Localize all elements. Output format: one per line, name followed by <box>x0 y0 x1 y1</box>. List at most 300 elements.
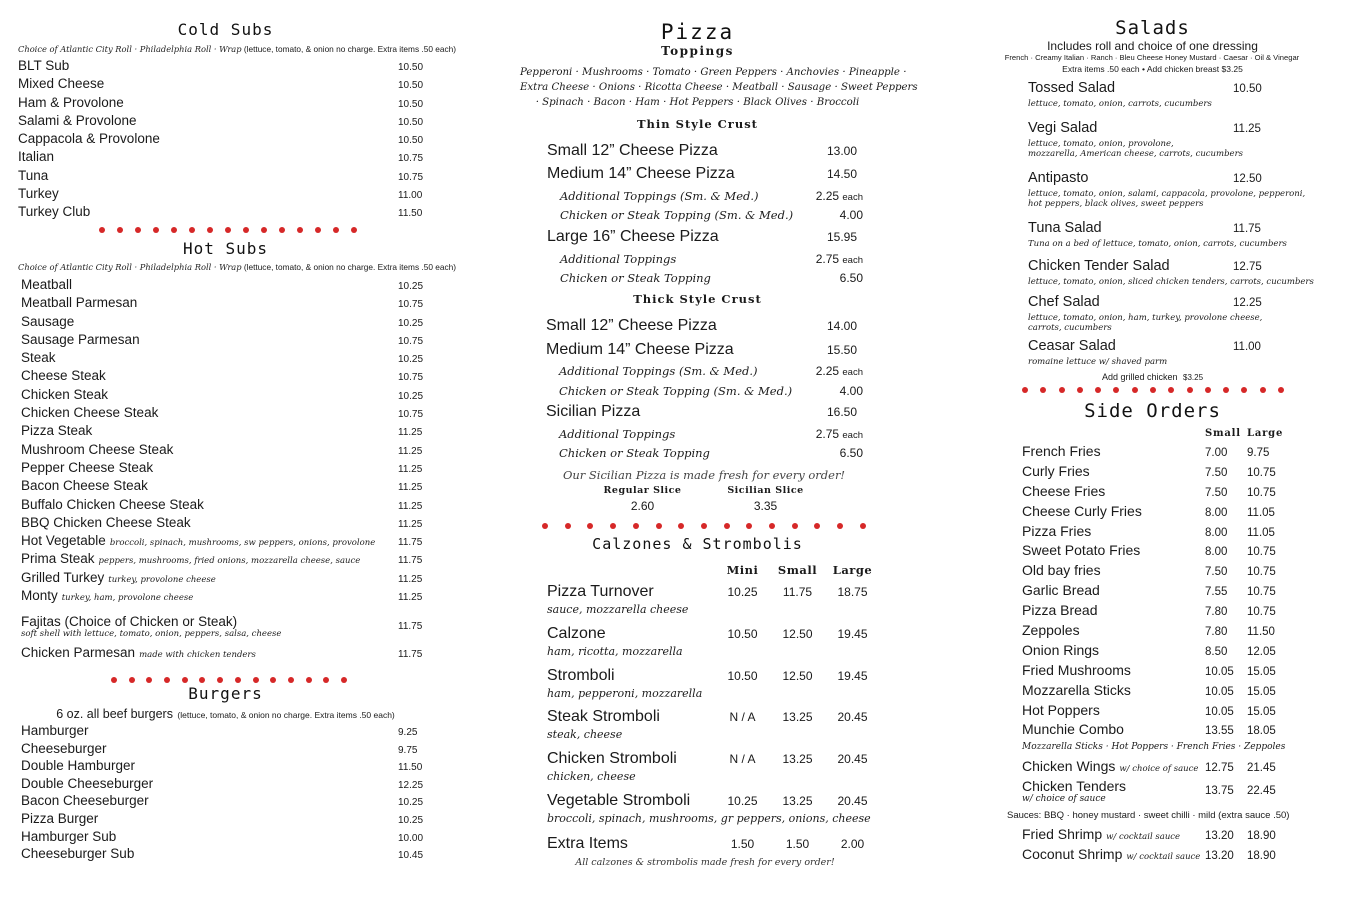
item-name: Chicken Tenders <box>1022 778 1127 794</box>
item-description: ham, pepperoni, mozzarella <box>547 686 703 700</box>
item-price: 10.50 <box>1233 83 1262 95</box>
menu-item <box>18 168 428 186</box>
item-price: 11.75 <box>398 537 423 549</box>
item-name-wrap <box>21 478 148 493</box>
item-price: 10.25 <box>398 797 424 809</box>
item-price: 6.50 <box>839 446 863 460</box>
calzone-item <box>547 792 880 834</box>
item-name: Fried Shrimp <box>1022 826 1103 842</box>
item-name: Additional Toppings <box>560 252 677 266</box>
hot-subs-list <box>21 277 428 606</box>
menu-item <box>21 423 428 441</box>
item-description: carrots, cucumbers <box>1028 323 1112 333</box>
salad-row <box>1028 294 1273 310</box>
item-price: 2.25 <box>815 189 840 203</box>
item-name-wrap <box>21 405 158 420</box>
salad-row <box>1028 220 1273 236</box>
slice-label: Sicilian Slice <box>727 485 804 496</box>
item-name: Sausage Parmesan <box>21 331 140 347</box>
side-item <box>1022 662 1289 682</box>
calzone-item <box>547 750 880 792</box>
salads-title: Salads <box>1115 17 1190 39</box>
side-item <box>1022 721 1289 741</box>
menu-item <box>21 368 428 386</box>
col-small: Small <box>1205 428 1241 439</box>
hot-subs-extra-note: (lettuce, tomato, & onion no charge. Extra items .50 each) <box>243 262 457 272</box>
sauces-note: Sauces: BBQ · honey mustard · sweet chilli · mild (extra sauce .50) <box>1007 810 1290 821</box>
menu-item <box>21 295 428 313</box>
col-large: Large <box>832 563 873 577</box>
item-name: Chicken Parmesan <box>21 645 136 660</box>
item-name-wrap <box>21 497 204 512</box>
pizza-thin-medium <box>547 165 867 183</box>
calzones-title: Calzones & Strombolis <box>592 535 803 553</box>
pizza-thick-medium <box>546 341 867 359</box>
burgers-note-extra: (lettuce, tomato, & onion no charge. Extra items .50 each) <box>177 710 395 720</box>
item-description: Tuna on a bed of lettuce, tomato, onion, carrots, cucumbers <box>1028 239 1287 249</box>
item-name: Chicken or Steak Topping <box>559 446 710 460</box>
salad-item <box>1028 120 1273 170</box>
item-name: Chicken Steak <box>21 386 109 402</box>
item-unit: each <box>842 255 863 266</box>
price-small: 7.50 <box>1205 486 1228 499</box>
calzone-row <box>547 667 880 685</box>
item-price: 2.75 <box>815 427 840 441</box>
item-price: 11.25 <box>398 518 423 530</box>
salad-item <box>1028 80 1273 120</box>
item-name-wrap <box>21 277 72 292</box>
item-description: lettuce, tomato, onion, carrots, cucumbers <box>1028 99 1212 109</box>
price-small: 10.05 <box>1205 705 1234 718</box>
item-name: Ceasar Salad <box>1028 338 1116 354</box>
price-small: 8.00 <box>1205 526 1228 539</box>
burgers-title: Burgers <box>188 684 263 703</box>
item-name-wrap <box>21 387 108 402</box>
add-grilled-chicken <box>985 372 1320 382</box>
item-price: 2.25 <box>815 364 840 378</box>
item-price: 10.25 <box>398 390 424 402</box>
item-name: Ham & Provolone <box>18 94 124 110</box>
item-name-wrap <box>1022 826 1205 842</box>
item-name: Medium 14” Cheese Pizza <box>546 341 734 358</box>
price-small: 12.50 <box>782 668 813 683</box>
item-price: 11.25 <box>398 445 423 457</box>
item-name: Medium 14” Cheese Pizza <box>547 165 735 182</box>
item-description: sauce, mozzarella cheese <box>547 603 689 616</box>
item-price: 10.25 <box>398 281 424 292</box>
price-large: 20.45 <box>837 793 868 808</box>
item-price: 10.50 <box>398 80 424 92</box>
price-small: 12.75 <box>1205 762 1234 774</box>
price-large: 9.75 <box>1247 447 1270 459</box>
menu-item <box>21 723 428 741</box>
side-item <box>1022 642 1289 662</box>
price-large: 19.45 <box>837 626 868 641</box>
item-name: Cheese Steak <box>21 368 106 384</box>
item-price: 11.75 <box>1233 223 1261 235</box>
item-price: 11.75 <box>398 649 423 660</box>
price-large: 22.45 <box>1247 785 1276 797</box>
item-name: Fajitas (Choice of Chicken or Steak) <box>21 614 238 629</box>
menu-item <box>21 387 428 405</box>
item-name: Steak <box>21 350 56 366</box>
salad-item <box>1028 170 1306 220</box>
item-price: 10.75 <box>398 299 424 311</box>
calzone-extra-items <box>547 835 880 853</box>
salads-intro: Includes roll and choice of one dressing <box>1047 39 1258 53</box>
cold-subs-extra-note: (lettuce, tomato, & onion no charge. Extra items .50 each) <box>243 44 457 54</box>
item-price: 10.50 <box>398 116 424 128</box>
item-name: Calzone <box>547 624 606 642</box>
item-name: Chicken or Steak Topping (Sm. & Med.) <box>560 208 794 222</box>
col-large: Large <box>1247 428 1284 439</box>
item-name: Cheese Fries <box>1022 482 1106 499</box>
side-item <box>1022 463 1289 483</box>
item-name: Stromboli <box>547 666 615 684</box>
item-name: Pizza Burger <box>21 810 99 826</box>
pizza-sicilian-additional <box>546 427 863 441</box>
menu-item <box>18 149 428 167</box>
item-name: Coconut Shrimp <box>1022 845 1123 862</box>
item-price: 15.95 <box>827 230 858 244</box>
item-description: broccoli, spinach, mushrooms, gr peppers, onions, cheese <box>547 811 871 825</box>
item-price: 10.75 <box>398 153 424 165</box>
item-name: Tuna Salad <box>1028 220 1102 236</box>
item-name: Hamburger Sub <box>21 828 117 844</box>
item-price: 10.00 <box>398 832 424 844</box>
item-description: lettuce, tomato, onion, salami, cappacola, provolone, pepperoni, <box>1028 189 1306 199</box>
item-description: chicken, cheese <box>547 770 636 784</box>
price-small: 13.75 <box>1205 785 1234 797</box>
toppings-subtitle: Toppings <box>661 44 734 58</box>
menu-item <box>21 405 428 423</box>
salads-list <box>1028 80 1314 372</box>
item-description: w/ cocktail sauce <box>1126 851 1201 862</box>
menu-item <box>21 515 428 533</box>
item-name: Vegi Salad <box>1028 120 1098 136</box>
item-name: Pizza Steak <box>21 423 93 439</box>
item-unit: each <box>842 192 863 203</box>
menu-item <box>21 442 428 460</box>
item-name: Old bay fries <box>1022 562 1101 579</box>
item-name: Steak Stromboli <box>547 708 660 726</box>
item-name: Hot Poppers <box>1022 701 1100 718</box>
item-price: 10.50 <box>398 135 424 147</box>
munchie-combo-note: Mozzarella Sticks · Hot Poppers · French Fries · Zeppoles <box>1022 742 1286 752</box>
item-price: 11.75 <box>398 621 423 632</box>
menu-item <box>21 497 428 515</box>
menu-item <box>21 478 428 496</box>
price-large: 2.00 <box>840 837 865 851</box>
burgers-note-main: 6 oz. all beef burgers <box>56 707 173 721</box>
price-large: 10.75 <box>1247 486 1276 499</box>
menu-item <box>18 186 428 204</box>
item-price: 10.25 <box>398 814 424 826</box>
item-name-wrap <box>21 295 137 310</box>
item-name: Antipasto <box>1028 170 1089 186</box>
item-price: 10.50 <box>398 62 424 73</box>
price-mini: N / A <box>729 710 756 725</box>
item-description: turkey, provolone cheese <box>108 574 216 585</box>
price-large: 10.75 <box>1247 586 1276 599</box>
col-mini: Mini <box>726 563 759 577</box>
item-name: Double Hamburger <box>21 758 136 774</box>
item-price: 14.50 <box>827 167 858 181</box>
price-small: 8.50 <box>1205 645 1228 658</box>
item-description: mozzarella, American cheese, carrots, cucumbers <box>1028 149 1243 159</box>
item-name: Tossed Salad <box>1028 80 1116 96</box>
menu-item <box>21 350 428 368</box>
item-name: Munchie Combo <box>1022 721 1124 738</box>
price-small: 13.25 <box>782 752 813 767</box>
item-price: 10.75 <box>398 409 424 421</box>
price-large: 12.05 <box>1247 645 1276 658</box>
item-description: broccoli, spinach, mushrooms, sw peppers, onions, provolone <box>109 538 376 549</box>
item-name: Fried Mushrooms <box>1022 661 1131 678</box>
menu-item <box>21 570 428 588</box>
item-price: 4.00 <box>839 208 863 222</box>
price-small: 7.50 <box>1205 566 1228 579</box>
hot-subs-note <box>18 262 457 272</box>
menu-item <box>18 95 428 113</box>
item-description: lettuce, tomato, onion, ham, turkey, provolone cheese, <box>1028 313 1263 323</box>
item-name: Onion Rings <box>1022 641 1100 658</box>
calzone-row <box>547 792 880 810</box>
item-name-wrap <box>21 533 375 548</box>
price-large: 18.05 <box>1247 725 1276 738</box>
item-name: Prima Steak <box>21 551 95 567</box>
item-unit: each <box>842 430 863 441</box>
price-large: 18.90 <box>1247 849 1276 862</box>
pizza-thick-small <box>546 317 867 335</box>
sicilian-note: Our Sicilian Pizza is made fresh for every order! <box>562 468 846 482</box>
item-price: 10.75 <box>398 372 424 384</box>
price-small: 7.80 <box>1205 606 1228 619</box>
regular-slice <box>595 485 690 513</box>
pizza-sicilian-chicken-steak <box>546 446 863 460</box>
side-item <box>1022 622 1289 642</box>
item-name: Curly Fries <box>1022 462 1090 479</box>
side-item <box>1022 846 1289 866</box>
pizza-thin-chicken-steak <box>547 208 863 222</box>
item-description: turkey, ham, provolone cheese <box>61 593 194 604</box>
divider-dots <box>542 523 866 529</box>
item-name: Meatball Parmesan <box>21 295 138 311</box>
salad-item <box>1028 338 1273 372</box>
item-price: 12.75 <box>1233 261 1262 273</box>
salad-row <box>1028 258 1273 274</box>
menu-item <box>18 131 428 149</box>
item-name: Chicken Stromboli <box>547 750 677 768</box>
item-description: hot peppers, black olives, sweet peppers <box>1028 199 1204 209</box>
item-description: romaine lettuce w/ shaved parm <box>1028 357 1168 367</box>
item-price: 15.50 <box>827 343 858 357</box>
item-name: Meatball <box>21 277 73 292</box>
item-price: 2.75 <box>815 252 840 266</box>
hot-subs-roll-choice: Choice of Atlantic City Roll · Philadelphia Roll · Wrap <box>18 262 242 272</box>
item-name: Additional Toppings <box>559 427 676 441</box>
price-large: 10.75 <box>1247 606 1276 619</box>
item-name: Sausage <box>21 313 75 329</box>
item-price: 11.25 <box>1233 123 1261 135</box>
menu-item <box>21 551 428 569</box>
item-name: Cheeseburger Sub <box>21 846 135 862</box>
side-orders-list <box>1022 443 1289 741</box>
burgers-note <box>18 705 433 723</box>
price-large: 15.05 <box>1247 665 1276 678</box>
item-name: Grilled Turkey <box>21 569 105 585</box>
calzone-row <box>547 583 880 601</box>
divider-dots <box>111 677 347 683</box>
item-name-wrap <box>21 332 140 347</box>
salad-row <box>1028 120 1273 136</box>
menu-item <box>21 793 428 811</box>
item-name-wrap <box>21 442 173 457</box>
item-description: soft shell with lettuce, tomato, onion, peppers, salsa, cheese <box>21 629 282 639</box>
item-price: 10.25 <box>398 317 424 329</box>
cold-subs-title: Cold Subs <box>177 20 274 39</box>
item-name: Italian <box>18 149 55 165</box>
price-small: 13.20 <box>1205 830 1234 842</box>
menu-item <box>18 113 428 131</box>
salad-item <box>1028 220 1287 258</box>
price-small: 13.55 <box>1205 725 1234 738</box>
item-name-wrap <box>21 515 191 530</box>
menu-item-fajitas <box>21 614 428 639</box>
item-price: 10.75 <box>398 171 424 183</box>
side-item <box>1022 483 1289 503</box>
price-large: 10.75 <box>1247 546 1276 559</box>
item-name: Chicken Tender Salad <box>1028 258 1170 274</box>
item-name: Double Cheeseburger <box>21 775 154 791</box>
side-item <box>1022 702 1289 722</box>
item-name: BLT Sub <box>18 58 70 73</box>
item-description: w/ choice of sauce <box>1119 764 1199 774</box>
thick-crust-title: Thick Style Crust <box>633 292 762 306</box>
price-large: 10.75 <box>1247 566 1276 579</box>
price-small: 8.00 <box>1205 546 1228 559</box>
price-mini: 10.25 <box>727 793 758 808</box>
item-name: Large 16” Cheese Pizza <box>547 228 719 245</box>
item-name: Vegetable Stromboli <box>547 791 691 809</box>
side-item <box>1022 523 1289 543</box>
price-small: 7.00 <box>1205 447 1228 459</box>
menu-item <box>21 533 428 551</box>
item-description: w/ choice of sauce <box>1022 794 1106 804</box>
price-small: 13.20 <box>1205 849 1234 862</box>
side-item <box>1022 562 1289 582</box>
item-name: Garlic Bread <box>1022 582 1100 599</box>
price-small: 8.00 <box>1205 506 1228 519</box>
item-name: Sweet Potato Fries <box>1022 542 1141 559</box>
menu-item-chicken-parmesan <box>21 645 428 660</box>
item-name: Additional Toppings (Sm. & Med.) <box>559 364 758 378</box>
price-small: 13.25 <box>782 710 813 725</box>
menu-item <box>21 460 428 478</box>
item-price: 16.50 <box>827 405 858 419</box>
calzone-item <box>547 708 880 750</box>
item-name: Turkey Club <box>18 204 91 220</box>
item-name: Buffalo Chicken Cheese Steak <box>21 496 204 512</box>
item-name: Chicken or Steak Topping <box>560 271 711 285</box>
menu-item <box>21 811 428 829</box>
item-name: Cheese Curly Fries <box>1022 502 1142 519</box>
item-name: Additional Toppings (Sm. & Med.) <box>560 189 759 203</box>
side-item <box>1022 503 1289 523</box>
item-name: Cappacola & Provolone <box>18 131 160 147</box>
price-large: 19.45 <box>837 668 868 683</box>
item-price: 11.25 <box>398 427 423 439</box>
price-large: 18.90 <box>1247 830 1276 842</box>
item-name-wrap <box>21 350 56 365</box>
side-item <box>1022 582 1289 602</box>
item-name: Extra Items <box>547 835 628 852</box>
burgers-list <box>21 723 428 864</box>
salad-item <box>1028 294 1273 338</box>
menu-item <box>21 846 428 864</box>
item-description: lettuce, tomato, onion, sliced chicken tenders, carrots, cucumbers <box>1028 277 1314 287</box>
item-name: Tuna <box>18 167 49 183</box>
item-price: 12.25 <box>398 779 424 791</box>
item-name: Chicken or Steak Topping (Sm. & Med.) <box>559 384 793 398</box>
price-small: 7.80 <box>1205 626 1228 639</box>
side-item <box>1022 542 1289 562</box>
item-price: 10.45 <box>398 850 424 862</box>
price-large: 10.75 <box>1247 466 1276 479</box>
item-name-wrap <box>21 460 153 475</box>
pizza-thin-additional-toppings <box>547 189 863 203</box>
add-grilled-label: Add grilled chicken <box>1101 372 1178 382</box>
hot-subs-title: Hot Subs <box>182 239 269 258</box>
item-name: Bacon Cheeseburger <box>21 793 149 809</box>
price-small: 10.05 <box>1205 665 1234 678</box>
side-item <box>1022 602 1289 622</box>
menu-item <box>21 314 428 332</box>
item-price: 11.75 <box>398 555 423 567</box>
price-mini: 10.50 <box>727 668 758 683</box>
pizza-thick-chicken-steak <box>546 384 863 398</box>
item-name-wrap <box>21 314 74 329</box>
price-small: 10.05 <box>1205 685 1234 698</box>
menu-item <box>18 76 428 94</box>
toppings-list <box>520 65 918 110</box>
item-name-wrap <box>21 551 360 566</box>
calzone-row <box>547 750 880 768</box>
toppings-line: Extra Cheese · Onions · Ricotta Cheese · Meatball · Sausage · Sweet Peppers <box>520 82 918 93</box>
item-price: 11.25 <box>398 573 423 585</box>
item-price: 10.75 <box>398 335 424 347</box>
price-small: 7.50 <box>1205 466 1228 479</box>
price-large: 21.45 <box>1247 762 1276 774</box>
price-small: 1.50 <box>785 837 810 851</box>
menu-item <box>21 332 428 350</box>
col-small: Small <box>777 563 818 577</box>
divider-dots <box>1022 387 1284 393</box>
item-name-wrap <box>21 570 216 585</box>
item-price: 9.25 <box>398 727 418 738</box>
menu-item <box>18 58 428 76</box>
item-name: Monty <box>21 588 58 604</box>
item-name: Chicken Wings <box>1022 758 1116 774</box>
item-price: 12.50 <box>1233 173 1262 185</box>
salads-extra-note: Extra items .50 each • Add chicken breast $3.25 <box>1062 64 1243 74</box>
menu-item <box>21 741 428 759</box>
item-name: Cheeseburger <box>21 740 107 756</box>
price-small: 7.55 <box>1205 586 1228 599</box>
salads-dressings: French · Creamy Italian · Ranch · Bleu Cheese Honey Mustard · Caesar · Oil & Vinegar <box>1004 53 1300 62</box>
item-name: Salami & Provolone <box>18 112 137 128</box>
item-name: Chef Salad <box>1028 294 1100 310</box>
